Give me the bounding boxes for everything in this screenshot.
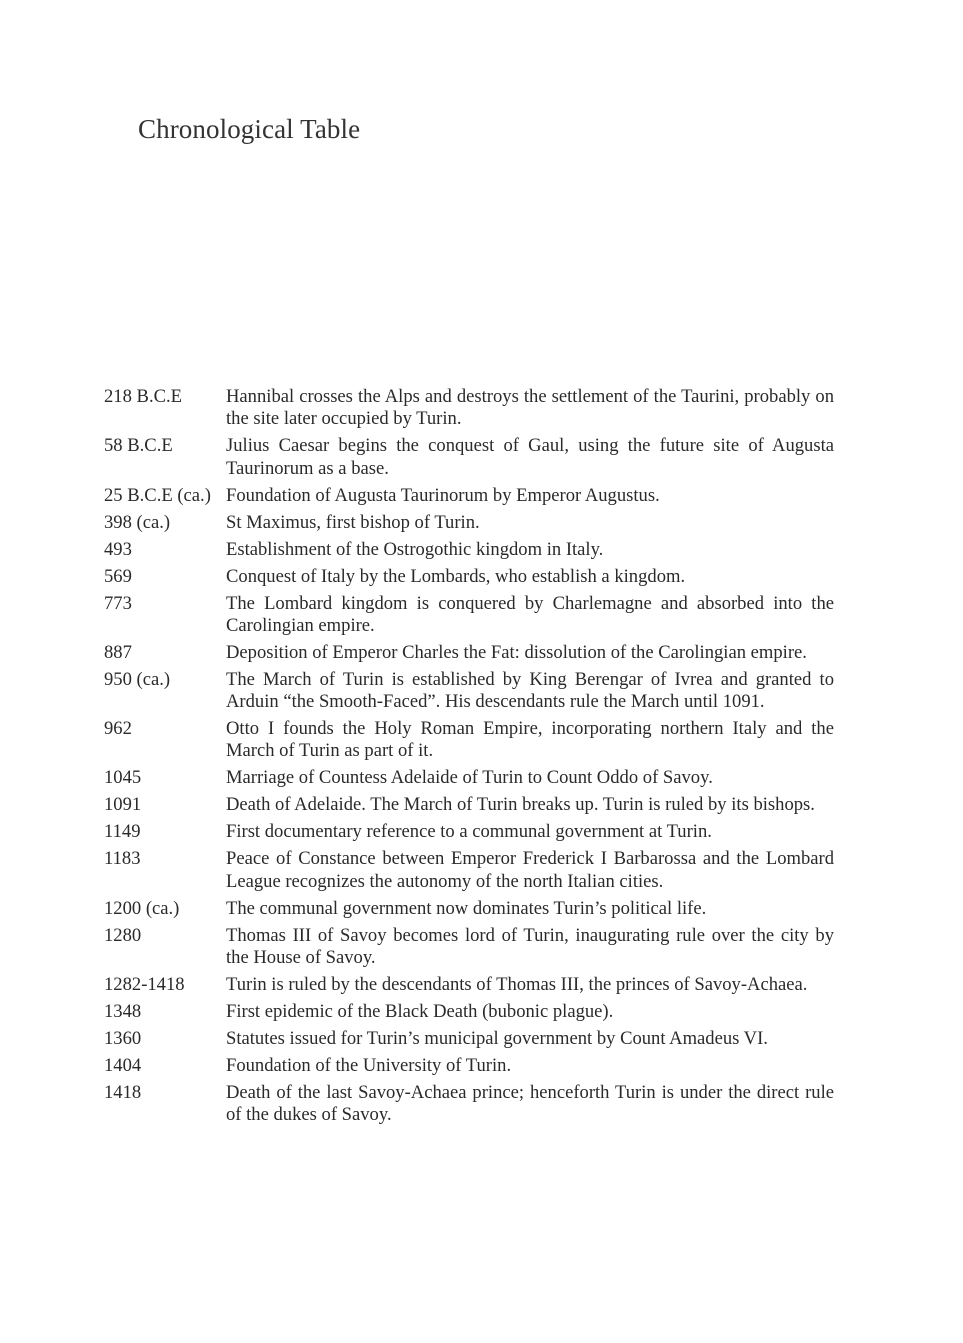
entry-date: 962 bbox=[104, 718, 132, 740]
table-row bbox=[104, 1082, 834, 1127]
entry-date: 493 bbox=[104, 538, 132, 560]
table-row bbox=[104, 1001, 834, 1023]
entry-text: Julius Caesar begins the conquest of Gaul, using the future site of Augusta Taurinorum as a base. bbox=[226, 435, 834, 479]
entry-date: 1183 bbox=[104, 848, 141, 870]
table-row bbox=[104, 821, 834, 843]
table-row bbox=[104, 1028, 834, 1050]
entry-text: St Maximus, first bishop of Turin. bbox=[226, 511, 480, 533]
entry-text: Statutes issued for Turin’s municipal government by Count Amadeus VI. bbox=[226, 1027, 768, 1049]
table-row bbox=[104, 718, 834, 763]
entry-text: Peace of Constance between Emperor Frederick I Barbarossa and the Lombard League recognizes the autonomy of the north Italian cities. bbox=[226, 848, 834, 892]
entry-date: 569 bbox=[104, 565, 132, 587]
entry-date: 773 bbox=[104, 592, 132, 614]
table-row bbox=[104, 669, 834, 714]
table-row bbox=[104, 593, 834, 638]
entry-date: 887 bbox=[104, 641, 132, 663]
entry-date: 1418 bbox=[104, 1081, 142, 1103]
entry-text: Conquest of Italy by the Lombards, who establish a kingdom. bbox=[226, 565, 686, 587]
table-row bbox=[104, 794, 834, 816]
entry-text: Deposition of Emperor Charles the Fat: dissolution of the Carolingian empire. bbox=[226, 641, 807, 663]
table-row bbox=[104, 642, 834, 664]
entry-text: Thomas III of Savoy becomes lord of Turin, inaugurating rule over the city by the House of Savoy. bbox=[226, 924, 834, 968]
table-row bbox=[104, 925, 834, 970]
table-row bbox=[104, 767, 834, 789]
entry-text: Establishment of the Ostrogothic kingdom in Italy. bbox=[226, 538, 604, 560]
entry-date: 58 B.C.E bbox=[104, 435, 173, 457]
entry-text: Death of Adelaide. The March of Turin breaks up. Turin is ruled by its bishops. bbox=[226, 794, 815, 816]
entry-date: 1280 bbox=[104, 924, 142, 946]
chronological-table bbox=[104, 386, 834, 1131]
entry-text: Foundation of the University of Turin. bbox=[226, 1054, 512, 1076]
entry-text: Marriage of Countess Adelaide of Turin to Count Oddo of Savoy. bbox=[226, 767, 713, 789]
entry-date: 1200 (ca.) bbox=[104, 897, 180, 919]
table-row bbox=[104, 898, 834, 920]
entry-date: 1282-1418 bbox=[104, 973, 185, 995]
table-row bbox=[104, 435, 834, 480]
table-row bbox=[104, 512, 834, 534]
entry-date: 25 B.C.E (ca.) bbox=[104, 484, 211, 506]
table-row bbox=[104, 974, 834, 996]
table-row bbox=[104, 566, 834, 588]
table-row bbox=[104, 848, 834, 893]
entry-text: The communal government now dominates Turin’s political life. bbox=[226, 897, 707, 919]
entry-date: 1404 bbox=[104, 1054, 142, 1076]
table-row bbox=[104, 485, 834, 507]
entry-text: The Lombard kingdom is conquered by Charlemagne and absorbed into the Carolingian empire. bbox=[226, 592, 834, 636]
entry-date: 1091 bbox=[104, 794, 142, 816]
entry-date: 1348 bbox=[104, 1000, 142, 1022]
table-row bbox=[104, 1055, 834, 1077]
entry-date: 1045 bbox=[104, 767, 142, 789]
entry-date: 1360 bbox=[104, 1027, 142, 1049]
page-title: Chronological Table bbox=[138, 114, 361, 144]
entry-text: Death of the last Savoy-Achaea prince; henceforth Turin is under the direct rule of the dukes of Savoy. bbox=[226, 1081, 834, 1126]
entry-text: First documentary reference to a communal government at Turin. bbox=[226, 821, 712, 843]
entry-text: Foundation of Augusta Taurinorum by Emperor Augustus. bbox=[226, 484, 660, 506]
entry-date: 950 (ca.) bbox=[104, 668, 171, 690]
entry-date: 1149 bbox=[104, 821, 141, 843]
entry-date: 398 (ca.) bbox=[104, 511, 171, 533]
entry-text: First epidemic of the Black Death (bubonic plague). bbox=[226, 1000, 614, 1022]
table-row bbox=[104, 539, 834, 561]
entry-text: The March of Turin is established by King Berengar of Ivrea and granted to Arduin “the Smooth-Faced”. His descendants rule the March until 1091. bbox=[226, 668, 834, 713]
table-row bbox=[104, 386, 834, 431]
entry-date: 218 B.C.E bbox=[104, 386, 182, 407]
entry-text: Hannibal crosses the Alps and destroys the settlement of the Taurini, probably on the site later occupied by Turin. bbox=[226, 386, 834, 430]
entry-text: Turin is ruled by the descendants of Thomas III, the princes of Savoy-Achaea. bbox=[226, 973, 808, 995]
entry-text: Otto I founds the Holy Roman Empire, incorporating northern Italy and the March of Turin as part of it. bbox=[226, 718, 834, 762]
